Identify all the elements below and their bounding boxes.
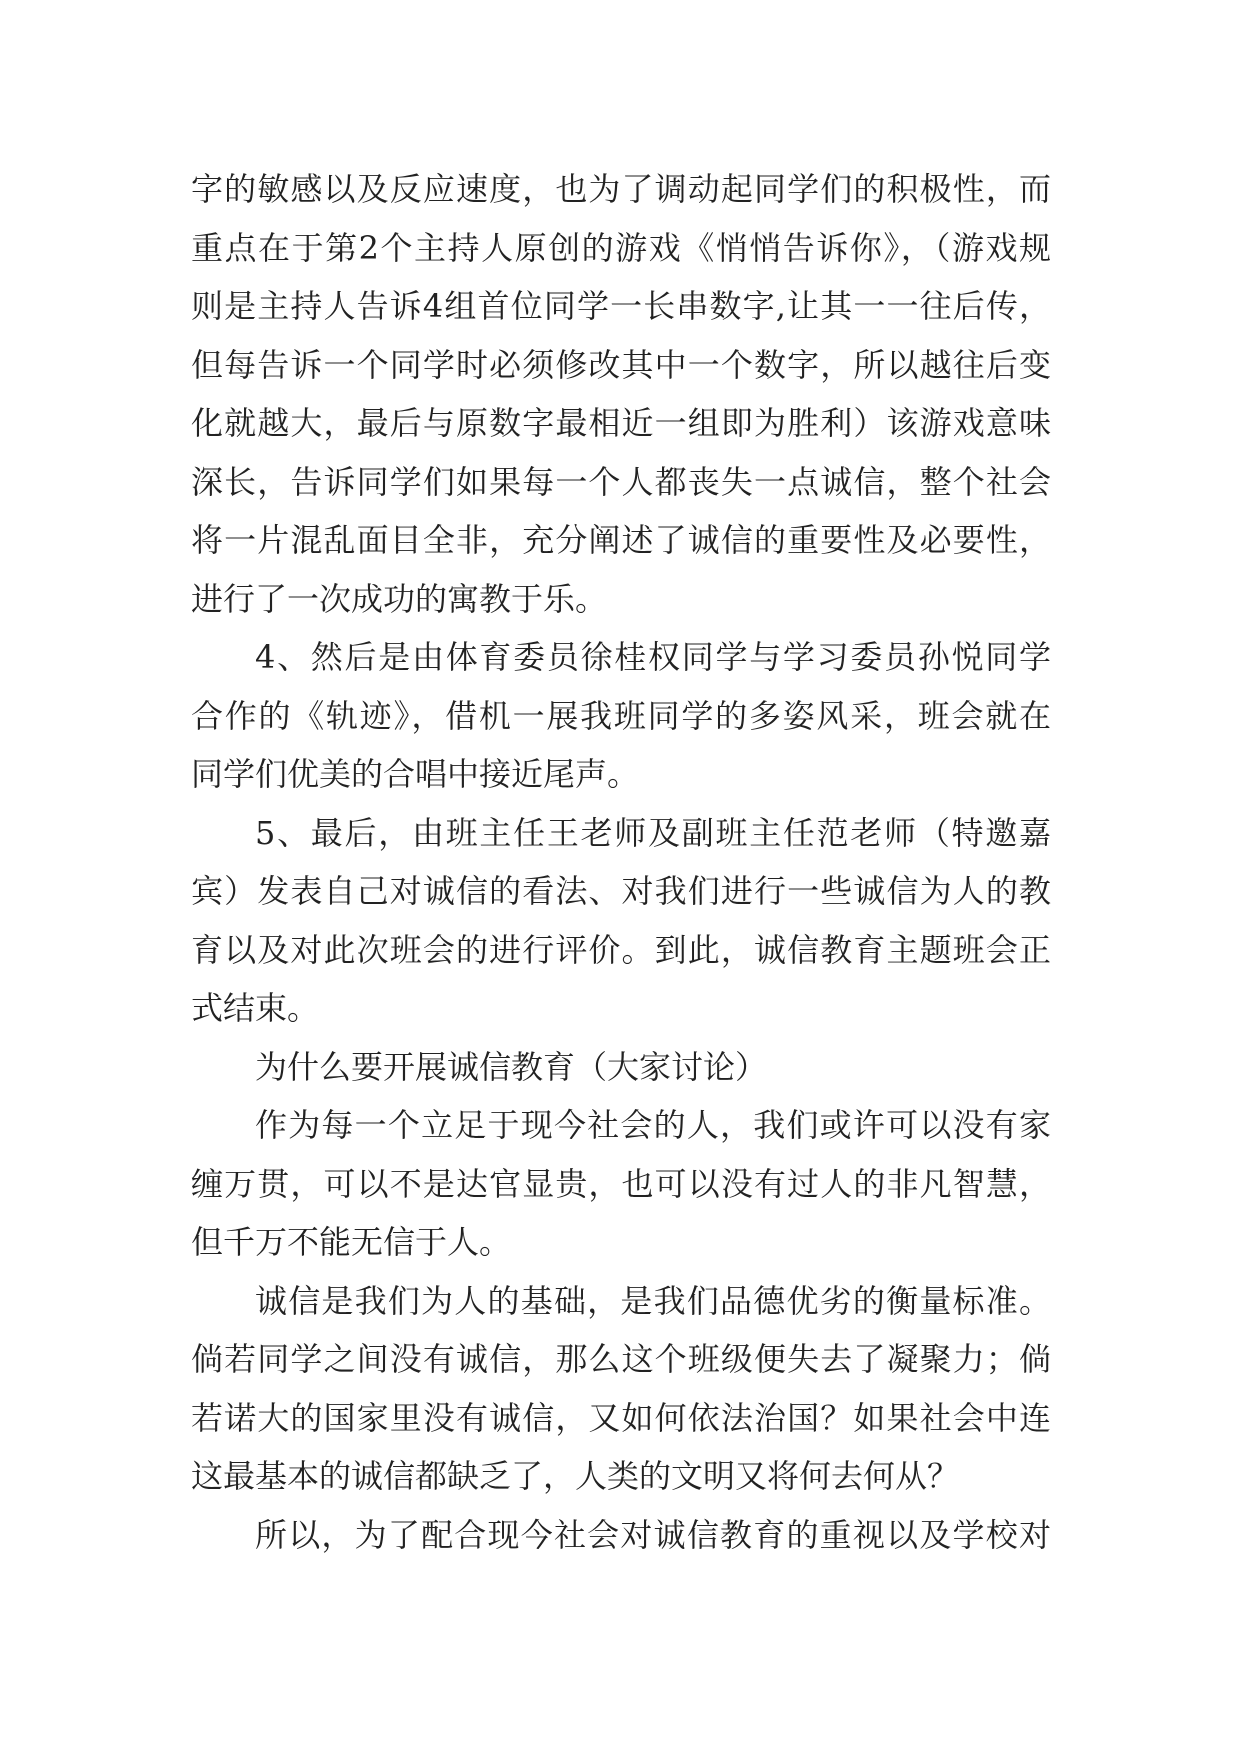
text-line: 同学们优美的合唱中接近尾声。 [191,755,640,793]
text-line: 进行了一次成功的寓教于乐。 [191,579,608,618]
text-line: 将一片混乱面目全非，充分阐述了诚信的重要性及必要性， [191,521,1051,559]
text-line: 5、最后，由班主任王老师及副班主任范老师（特邀嘉 [255,813,1051,852]
text-line: 缠万贯，可以不是达官显贵，也可以没有过人的非凡智慧， [191,1164,1051,1203]
text-line: 合作的《轨迹》，借机一展我班同学的多姿风采，班会就在 [191,696,1051,735]
text-line: 式结束。 [191,989,320,1027]
text-line: 但每告诉一个同学时必须修改其中一个数字，所以越往后变 [191,345,1051,384]
text-line: 重点在于第2个主持人原创的游戏《悄悄告诉你》，（游戏规 [191,228,1051,267]
text-line: 作为每一个立足于现今社会的人，我们或许可以没有家 [255,1106,1051,1144]
text-line: 则是主持人告诉4组首位同学一长串数字,让其一一往后传， [191,287,1051,325]
text-line: 诚信是我们为人的基础，是我们品德优劣的衡量标准。 [255,1281,1051,1320]
text-line: 这最基本的诚信都缺乏了，人类的文明又将何去何从？ [191,1457,960,1495]
text-line: 所以，为了配合现今社会对诚信教育的重视以及学校对 [255,1515,1051,1554]
text-line: 但千万不能无信于人。 [191,1223,512,1261]
text-line: 宾）发表自己对诚信的看法、对我们进行一些诚信为人的教 [191,872,1051,910]
document-body [191,160,1051,1564]
text-line: 若诺大的国家里没有诚信，又如何依法治国？如果社会中连 [191,1398,1051,1437]
text-line: 字的敏感以及反应速度，也为了调动起同学们的积极性，而 [191,170,1051,208]
section-heading: 为什么要开展诚信教育（大家讨论） [255,1047,768,1086]
text-line: 育以及对此次班会的进行评价。到此，诚信教育主题班会正 [191,930,1051,969]
text-line: 4、然后是由体育委员徐桂权同学与学习委员孙悦同学 [255,638,1051,676]
text-line: 深长，告诉同学们如果每一个人都丧失一点诚信，整个社会 [191,462,1051,501]
text-line: 化就越大，最后与原数字最相近一组即为胜利）该游戏意味 [191,404,1051,442]
text-line: 倘若同学之间没有诚信，那么这个班级便失去了凝聚力；倘 [191,1340,1051,1378]
